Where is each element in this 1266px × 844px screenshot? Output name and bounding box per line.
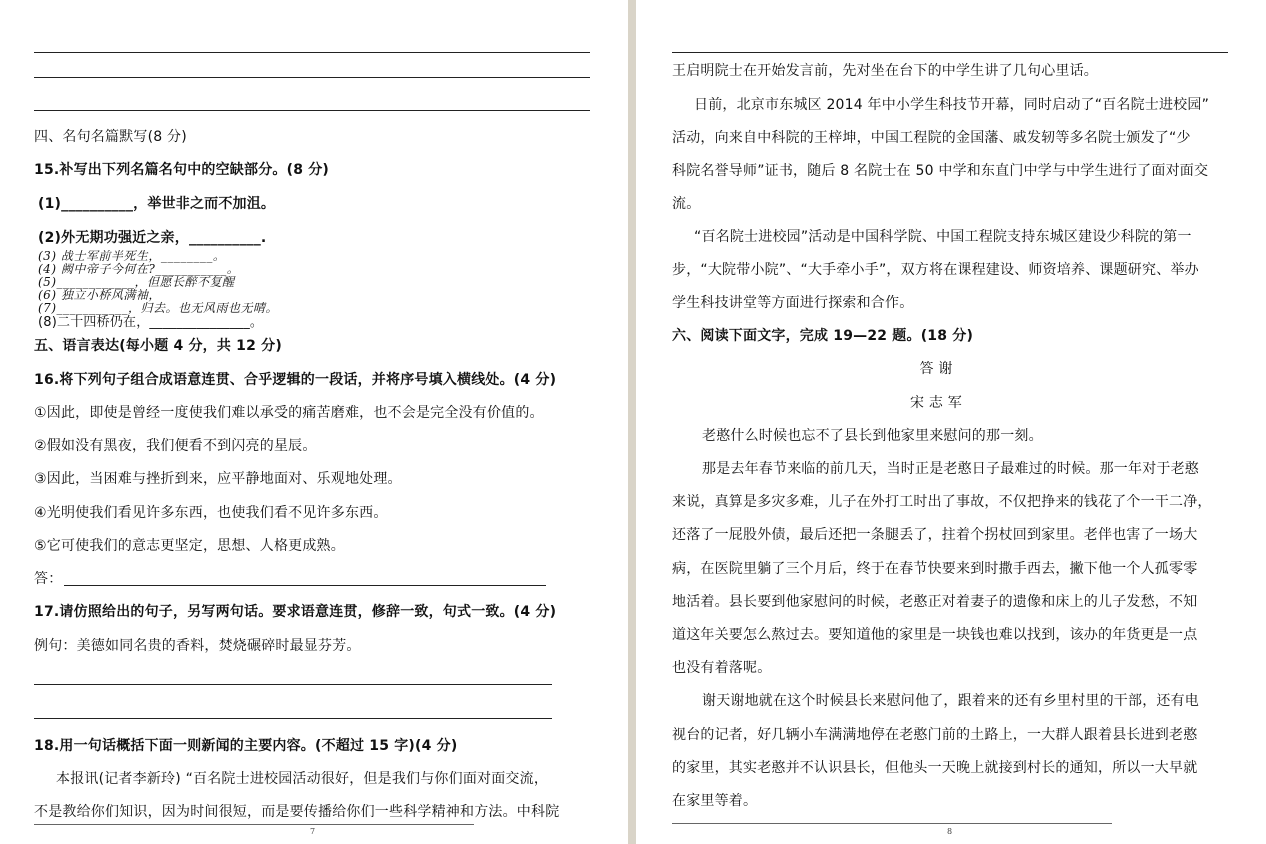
footer-rule (672, 823, 1112, 824)
essay-paragraph-line: 还落了一屁股外债，最后还把一条腿丢了，拄着个拐杖回到家里。老伴也害了一场大 (672, 527, 1198, 543)
question-15-item-4: (4) 阙中帝子今何在?___________。 (38, 262, 240, 276)
essay-paragraph-line: 道这年关要怎么熬过去。要知道他的家里是一块钱也难以找到，该办的年货更是一点 (672, 627, 1198, 643)
news-paragraph-line: 流。 (672, 196, 701, 212)
essay-paragraph-line: 病，在医院里躺了三个月后，终于在春节快要来到时撒手西去，撇下他一个人孤零零 (672, 561, 1198, 577)
news-paragraph-line: 活动，向来自中科院的王梓坤，中国工程院的金国藩、戚发轫等多名院士颁发了“少 (672, 130, 1191, 146)
answer-line (34, 52, 590, 53)
essay-paragraph-line: 在家里等着。 (672, 793, 758, 809)
footer-rule (34, 824, 474, 825)
news-paragraph-line: “百名院士进校园”活动是中国科学院、中国工程院支持东城区建设少科院的第一 (694, 229, 1192, 245)
essay-paragraph-line: 也没有着落呢。 (672, 660, 772, 676)
essay-title: 答 谢 (919, 361, 953, 377)
news-paragraph-line: 学生科技讲堂等方面进行探索和合作。 (672, 295, 914, 311)
section-6-title: 六、阅读下面文字，完成 19—22 题。(18 分) (672, 328, 974, 344)
essay-paragraph-line: 地活着。县长要到他家慰问的时候，老憨正对着妻子的遗像和床上的儿子发愁，不知 (672, 594, 1198, 610)
question-16-option-5: ⑤它可使我们的意志更坚定，思想、人格更成熟。 (34, 538, 345, 554)
answer-line (34, 77, 590, 78)
question-15-item-5: (5)____________，但愿长醉不复醒 (38, 275, 235, 289)
question-15: 15.补写出下列名篇名句中的空缺部分。(8 分) (34, 162, 330, 178)
book-spine (628, 0, 636, 844)
essay-paragraph-line: 老憨什么时候也忘不了县长到他家里来慰问的那一刻。 (702, 428, 1043, 444)
question-17-example: 例句：美德如同名贵的香料，焚烧碾碎时最显芬芳。 (34, 638, 361, 654)
question-17: 17.请仿照给出的句子，另写两句话。要求语意连贯，修辞一致，句式一致。(4 分) (34, 604, 557, 620)
answer-line (672, 52, 1228, 53)
question-16-option-1: ①因此，即使是曾经一度使我们难以承受的痛苦磨难，也不会是完全没有价值的。 (34, 405, 544, 421)
section-4-title: 四、名句名篇默写(8 分) (34, 129, 187, 145)
question-18: 18.用一句话概括下面一则新闻的主要内容。(不超过 15 字)(4 分) (34, 738, 458, 754)
question-16-option-4: ④光明使我们看见许多东西，也使我们看不见许多东西。 (34, 505, 388, 521)
answer-label: 答： (34, 571, 63, 587)
question-15-item-3: (3) 战士军前半死生，________。 (38, 249, 226, 263)
news-paragraph-line: 王启明院士在开始发言前，先对坐在台下的中学生讲了几句心里话。 (672, 63, 1098, 79)
essay-author: 宋 志 军 (910, 395, 962, 411)
essay-paragraph-line: 的家里，其实老憨并不认识县长，但他头一天晚上就接到村长的通知，所以一大早就 (672, 760, 1198, 776)
page-number: 8 (947, 827, 953, 836)
answer-line (64, 585, 546, 586)
answer-line (34, 110, 590, 111)
essay-paragraph-line: 那是去年春节来临的前几天，当时正是老憨日子最难过的时候。那一年对于老憨 (702, 461, 1199, 477)
answer-line (34, 718, 552, 719)
essay-paragraph-line: 谢天谢地就在这个时候县长来慰问他了，跟着来的还有乡里村里的干部，还有电 (702, 693, 1199, 709)
section-5-title: 五、语言表达(每小题 4 分，共 12 分) (34, 338, 282, 354)
question-15-item-7: (7)___________，归去。也无风雨也无晴。 (38, 301, 278, 315)
question-15-item-2: (2)外无期功强近之亲，__________. (38, 230, 267, 246)
news-paragraph-line: 科院名誉导师”证书，随后 8 名院士在 50 中学和东直门中学与中学生进行了面对面交 (672, 163, 1209, 179)
page-number: 7 (310, 827, 316, 836)
question-15-item-8: (8)二十四桥仍在，_______________。 (38, 315, 264, 330)
page-right (636, 0, 1266, 844)
answer-line (34, 684, 552, 685)
question-15-item-1: (1)__________，举世非之而不加沮。 (38, 196, 276, 212)
question-16-option-3: ③因此，当困难与挫折到来，应平静地面对、乐观地处理。 (34, 471, 402, 487)
news-paragraph-line: 步，“大院带小院”、“大手牵小手”，双方将在课程建设、师资培养、课题研究、举办 (672, 262, 1199, 278)
news-paragraph-line: 不是教给你们知识，因为时间很短，而是要传播给你们一些科学精神和方法。中科院 (34, 804, 560, 820)
news-paragraph-line: 日前，北京市东城区 2014 年中小学生科技节开幕，同时启动了“百名院士进校园” (694, 97, 1210, 113)
question-16: 16.将下列句子组合成语意连贯、合乎逻辑的一段话，并将序号填入横线处。(4 分) (34, 372, 557, 388)
question-16-option-2: ②假如没有黑夜，我们便看不到闪亮的星辰。 (34, 438, 317, 454)
essay-paragraph-line: 视台的记者，好几辆小车满满地停在老憨门前的土路上，一大群人跟着县长进到老憨 (672, 727, 1198, 743)
page-left (0, 0, 628, 844)
essay-paragraph-line: 来说，真算是多灾多难，儿子在外打工时出了事故，不仅把挣来的钱花了个一干二净， (672, 494, 1212, 510)
question-15-item-6: (6) 独立小桥风满袖， (38, 288, 161, 302)
news-paragraph-line: 本报讯(记者李新玲) “百名院士进校园活动很好，但是我们与你们面对面交流， (56, 771, 549, 787)
